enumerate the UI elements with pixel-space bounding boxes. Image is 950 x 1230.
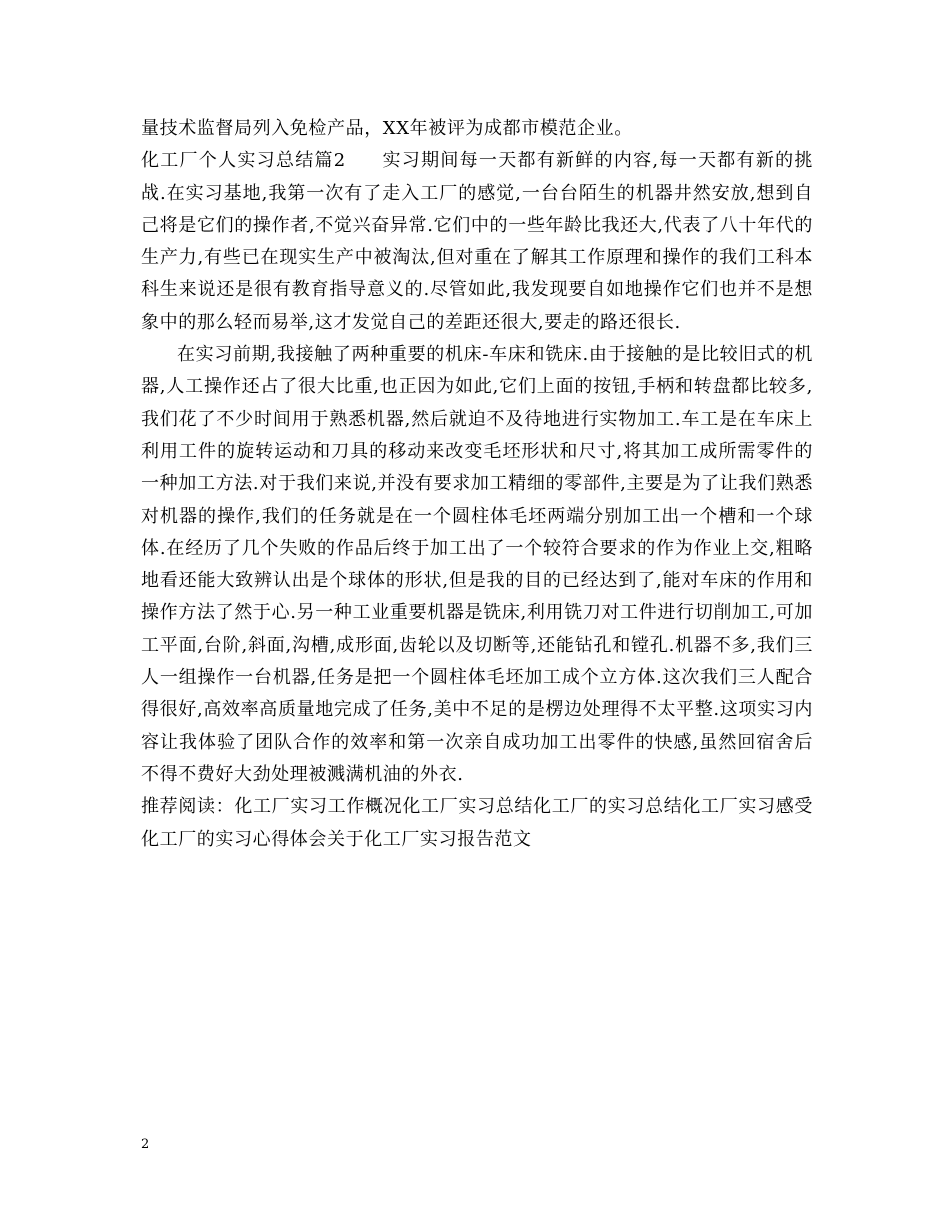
recommended-reading: 推荐阅读：化工厂实习工作概况化工厂实习总结化工厂的实习总结化工厂实习感受化工厂的实习心得体会关于化工厂实习报告范文	[141, 796, 813, 850]
paragraph-1: 实习期间每一天都有新鲜的内容,每一天都有新的挑战.在实习基地,我第一次有了走入工厂的感觉,一台台陌生的机器井然安放,想到自己将是它们的操作者,不觉兴奋异常.它们中的一些年龄比我还大,代表了八十年代的生产力,有些已在现实生产中被淘汰,但对重在了解其工作原理和操作的我们工科本科生来说还是很有教育指导意义的.尽管如此,我发现要自如地操作它们也并不是想象中的那么轻而易举,这才发觉自己的差距还很大,要走的路还很长.	[141, 150, 813, 333]
section-paragraph	[141, 145, 813, 339]
intro-line: 量技术监督局列入免检产品，XX年被评为成都市模范企业。	[141, 118, 633, 139]
paragraph-2: 在实习前期,我接触了两种重要的机床-车床和铣床.由于接触的是比较旧式的机器,人工操作还占了很大比重,也正因为如此,它们上面的按钮,手柄和转盘都比较多,我们花了不少时间用于熟悉机器,然后就迫不及待地进行实物加工.车工是在车床上利用工件的旋转运动和刀具的移动来改变毛坯形状和尺寸,将其加工成所需零件的一种加工方法.对于我们来说,并没有要求加工精细的零部件,主要是为了让我们熟悉对机器的操作,我们的任务就是在一个圆柱体毛坯两端分别加工出一个槽和一个球体.在经历了几个失败的作品后终于加工出了一个较符合要求的作为作业上交,粗略地看还能大致辨认出是个球体的形状,但是我的目的已经达到了,能对车床的作用和操作方法了然于心.另一种工业重要机器是铣床,利用铣刀对工件进行切削加工,可加工平面,台阶,斜面,沟槽,成形面,齿轮以及切断等,还能钻孔和镗孔.机器不多,我们三人一组操作一台机器,任务是把一个圆柱体毛坯加工成个立方体.这次我们三人配合得很好,高效率高质量地完成了任务,美中不足的是楞边处理得不太平整.这项实习内容让我体验了团队合作的效率和第一次亲自成功加工出零件的快感,虽然回宿舍后不得不费好大劲处理被溅满机油的外衣.	[141, 344, 813, 785]
page-number: 2	[141, 1137, 150, 1152]
section-heading: 化工厂个人实习总结篇2	[141, 150, 346, 172]
document-body	[141, 113, 813, 856]
